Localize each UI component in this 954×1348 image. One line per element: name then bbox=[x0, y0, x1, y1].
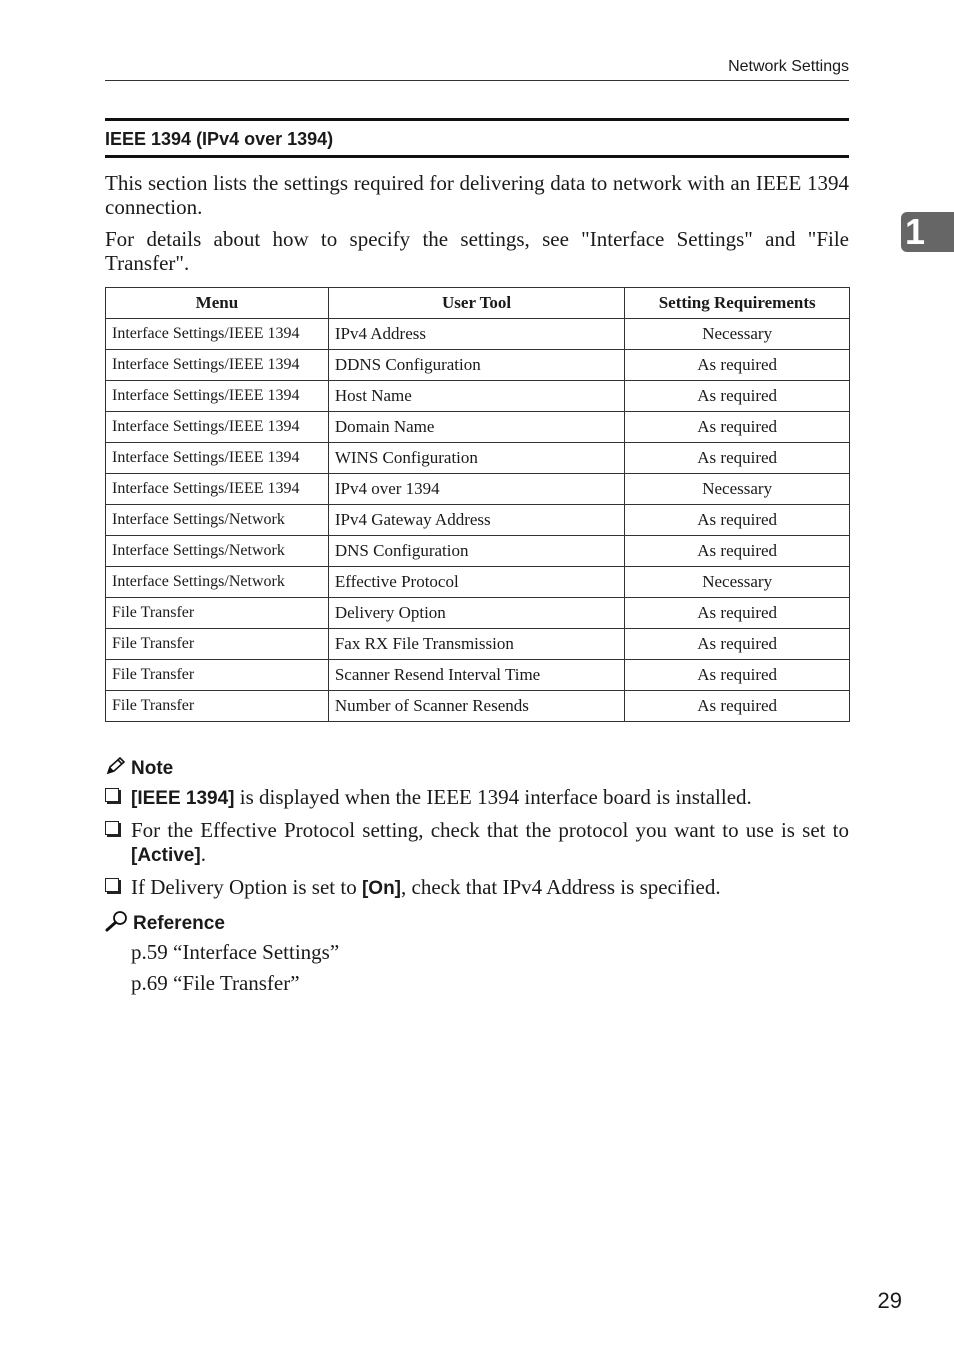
running-header: Network Settings bbox=[105, 56, 849, 81]
cell-menu: Interface Settings/Network bbox=[106, 567, 329, 598]
cell-menu: Interface Settings/IEEE 1394 bbox=[106, 319, 329, 350]
cell-requirement: As required bbox=[625, 598, 850, 629]
list-item bbox=[105, 875, 849, 901]
section-title: IEEE 1394 (IPv4 over 1394) bbox=[105, 118, 849, 158]
table-header-row bbox=[106, 288, 850, 319]
cell-menu: File Transfer bbox=[106, 660, 329, 691]
cell-user-tool: IPv4 Gateway Address bbox=[328, 505, 624, 536]
note-heading bbox=[105, 756, 173, 782]
table-row bbox=[106, 319, 850, 350]
table-row bbox=[106, 660, 850, 691]
note-text: is displayed when the IEEE 1394 interface board is installed. bbox=[234, 785, 752, 809]
list-item bbox=[105, 818, 849, 868]
table-row bbox=[106, 443, 850, 474]
cell-requirement: As required bbox=[625, 350, 850, 381]
cell-user-tool: Host Name bbox=[328, 381, 624, 412]
column-header-menu: Menu bbox=[106, 288, 329, 319]
column-header-user-tool: User Tool bbox=[328, 288, 624, 319]
table-row bbox=[106, 505, 850, 536]
reference-link-file-transfer[interactable]: p.69 “File Transfer” bbox=[131, 971, 300, 995]
table-row bbox=[106, 567, 850, 598]
page-number: 29 bbox=[877, 1288, 902, 1313]
cell-user-tool: DDNS Configuration bbox=[328, 350, 624, 381]
note-text: , check that IPv4 Address is specified. bbox=[401, 875, 721, 899]
cell-menu: File Transfer bbox=[106, 691, 329, 722]
checkbox-bullet-icon bbox=[105, 821, 119, 835]
cell-menu: Interface Settings/IEEE 1394 bbox=[106, 350, 329, 381]
cell-requirement: As required bbox=[625, 691, 850, 722]
checkbox-bullet-icon bbox=[105, 788, 119, 802]
intro-paragraph-1: This section lists the settings required for delivering data to network with an IEEE 1394 connection. bbox=[105, 171, 849, 219]
cell-user-tool: IPv4 Address bbox=[328, 319, 624, 350]
intro-paragraph-2: For details about how to specify the settings, see "Interface Settings" and "File Transfer". bbox=[105, 227, 849, 275]
cell-requirement: As required bbox=[625, 660, 850, 691]
cell-menu: Interface Settings/IEEE 1394 bbox=[106, 381, 329, 412]
ui-key-label: [Active] bbox=[131, 845, 201, 866]
ui-key-label: [IEEE 1394] bbox=[131, 788, 235, 809]
cell-menu: Interface Settings/Network bbox=[106, 536, 329, 567]
magnifier-icon bbox=[105, 910, 129, 938]
cell-menu: Interface Settings/IEEE 1394 bbox=[106, 412, 329, 443]
cell-requirement: Necessary bbox=[625, 567, 850, 598]
table-row bbox=[106, 691, 850, 722]
cell-requirement: As required bbox=[625, 381, 850, 412]
table-row bbox=[106, 381, 850, 412]
note-text: . bbox=[200, 842, 206, 866]
cell-menu: File Transfer bbox=[106, 629, 329, 660]
reference-list bbox=[131, 940, 339, 1002]
cell-user-tool: WINS Configuration bbox=[328, 443, 624, 474]
cell-user-tool: Fax RX File Transmission bbox=[328, 629, 624, 660]
cell-user-tool: Domain Name bbox=[328, 412, 624, 443]
cell-user-tool: Scanner Resend Interval Time bbox=[328, 660, 624, 691]
table-row bbox=[106, 412, 850, 443]
cell-requirement: Necessary bbox=[625, 474, 850, 505]
cell-requirement: Necessary bbox=[625, 319, 850, 350]
table-row bbox=[106, 629, 850, 660]
checkbox-bullet-icon bbox=[105, 878, 119, 892]
reference-heading-label: Reference bbox=[133, 913, 225, 934]
cell-menu: Interface Settings/IEEE 1394 bbox=[106, 443, 329, 474]
cell-requirement: As required bbox=[625, 443, 850, 474]
note-text: For the Effective Protocol setting, check that the protocol you want to use is set to bbox=[131, 818, 849, 842]
cell-menu: Interface Settings/Network bbox=[106, 505, 329, 536]
cell-requirement: As required bbox=[625, 412, 850, 443]
cell-user-tool: DNS Configuration bbox=[328, 536, 624, 567]
ui-key-label: [On] bbox=[361, 878, 402, 899]
column-header-requirements: Setting Requirements bbox=[625, 288, 850, 319]
cell-requirement: As required bbox=[625, 505, 850, 536]
pencil-icon bbox=[105, 756, 127, 782]
cell-requirement: As required bbox=[625, 536, 850, 567]
settings-table bbox=[105, 287, 850, 722]
cell-requirement: As required bbox=[625, 629, 850, 660]
note-text: If Delivery Option is set to bbox=[131, 875, 362, 899]
cell-menu: Interface Settings/IEEE 1394 bbox=[106, 474, 329, 505]
cell-user-tool: Number of Scanner Resends bbox=[328, 691, 624, 722]
table-row bbox=[106, 598, 850, 629]
cell-user-tool: Effective Protocol bbox=[328, 567, 624, 598]
reference-link-interface-settings[interactable]: p.59 “Interface Settings” bbox=[131, 940, 340, 964]
chapter-tab: 1 bbox=[901, 212, 954, 252]
reference-heading bbox=[105, 910, 225, 938]
cell-user-tool: Delivery Option bbox=[328, 598, 624, 629]
table-row bbox=[106, 350, 850, 381]
cell-menu: File Transfer bbox=[106, 598, 329, 629]
cell-user-tool: IPv4 over 1394 bbox=[328, 474, 624, 505]
note-heading-label: Note bbox=[131, 758, 174, 779]
table-row bbox=[106, 474, 850, 505]
table-row bbox=[106, 536, 850, 567]
list-item bbox=[105, 785, 849, 811]
note-list bbox=[105, 785, 849, 908]
